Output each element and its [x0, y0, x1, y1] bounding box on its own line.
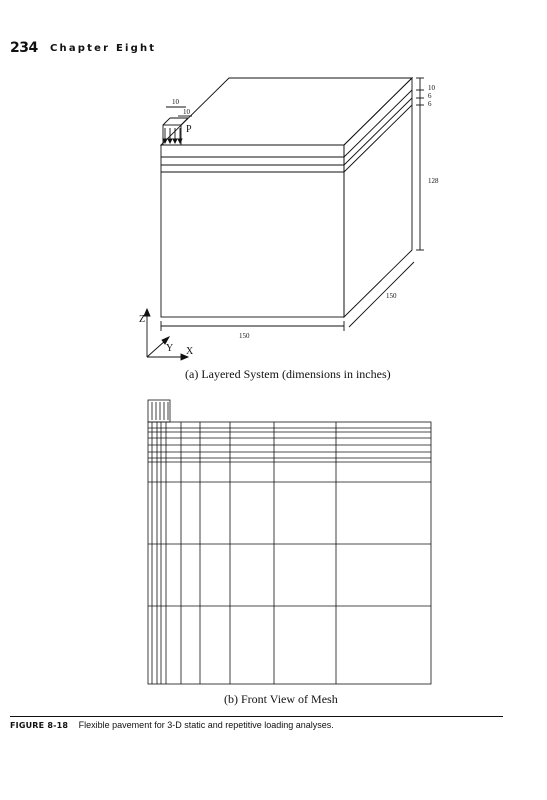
- axis-y-label: Y: [166, 343, 174, 354]
- figure-label: FIGURE 8-18: [10, 721, 69, 730]
- load-label: P: [186, 124, 192, 135]
- y-axis: [147, 340, 166, 357]
- dim-layer-2: 6: [428, 92, 432, 100]
- chapter-title: Chapter Eight: [50, 43, 157, 54]
- mesh-outline: [148, 422, 431, 684]
- dim-load-outer: 10: [172, 98, 179, 106]
- axis-x-label: X: [186, 346, 194, 357]
- right-face: [344, 78, 412, 317]
- axis-z-label: Z: [139, 314, 146, 325]
- dim-height: 128: [428, 177, 439, 185]
- depth-dimension-line: [349, 262, 414, 327]
- dim-top-layer: 10: [428, 84, 435, 92]
- front-face: [161, 145, 344, 317]
- figure-b-caption: (b) Front View of Mesh: [224, 692, 338, 706]
- figure-caption-text: Flexible pavement for 3-D static and repetitive loading analyses.: [78, 720, 334, 730]
- dim-width: 150: [239, 332, 250, 340]
- mesh-load-area: [148, 400, 170, 422]
- dim-load-inner: 10: [183, 108, 190, 116]
- dim-layer-3: 6: [428, 100, 432, 108]
- mesh-front-view: [0, 390, 547, 690]
- figure-a-caption: (a) Layered System (dimensions in inches): [185, 367, 391, 381]
- dim-depth: 150: [386, 292, 397, 300]
- page-number: 234: [10, 40, 38, 56]
- load-arrows: [163, 128, 182, 143]
- figure-caption: [10, 720, 334, 730]
- caption-rule: [10, 716, 503, 717]
